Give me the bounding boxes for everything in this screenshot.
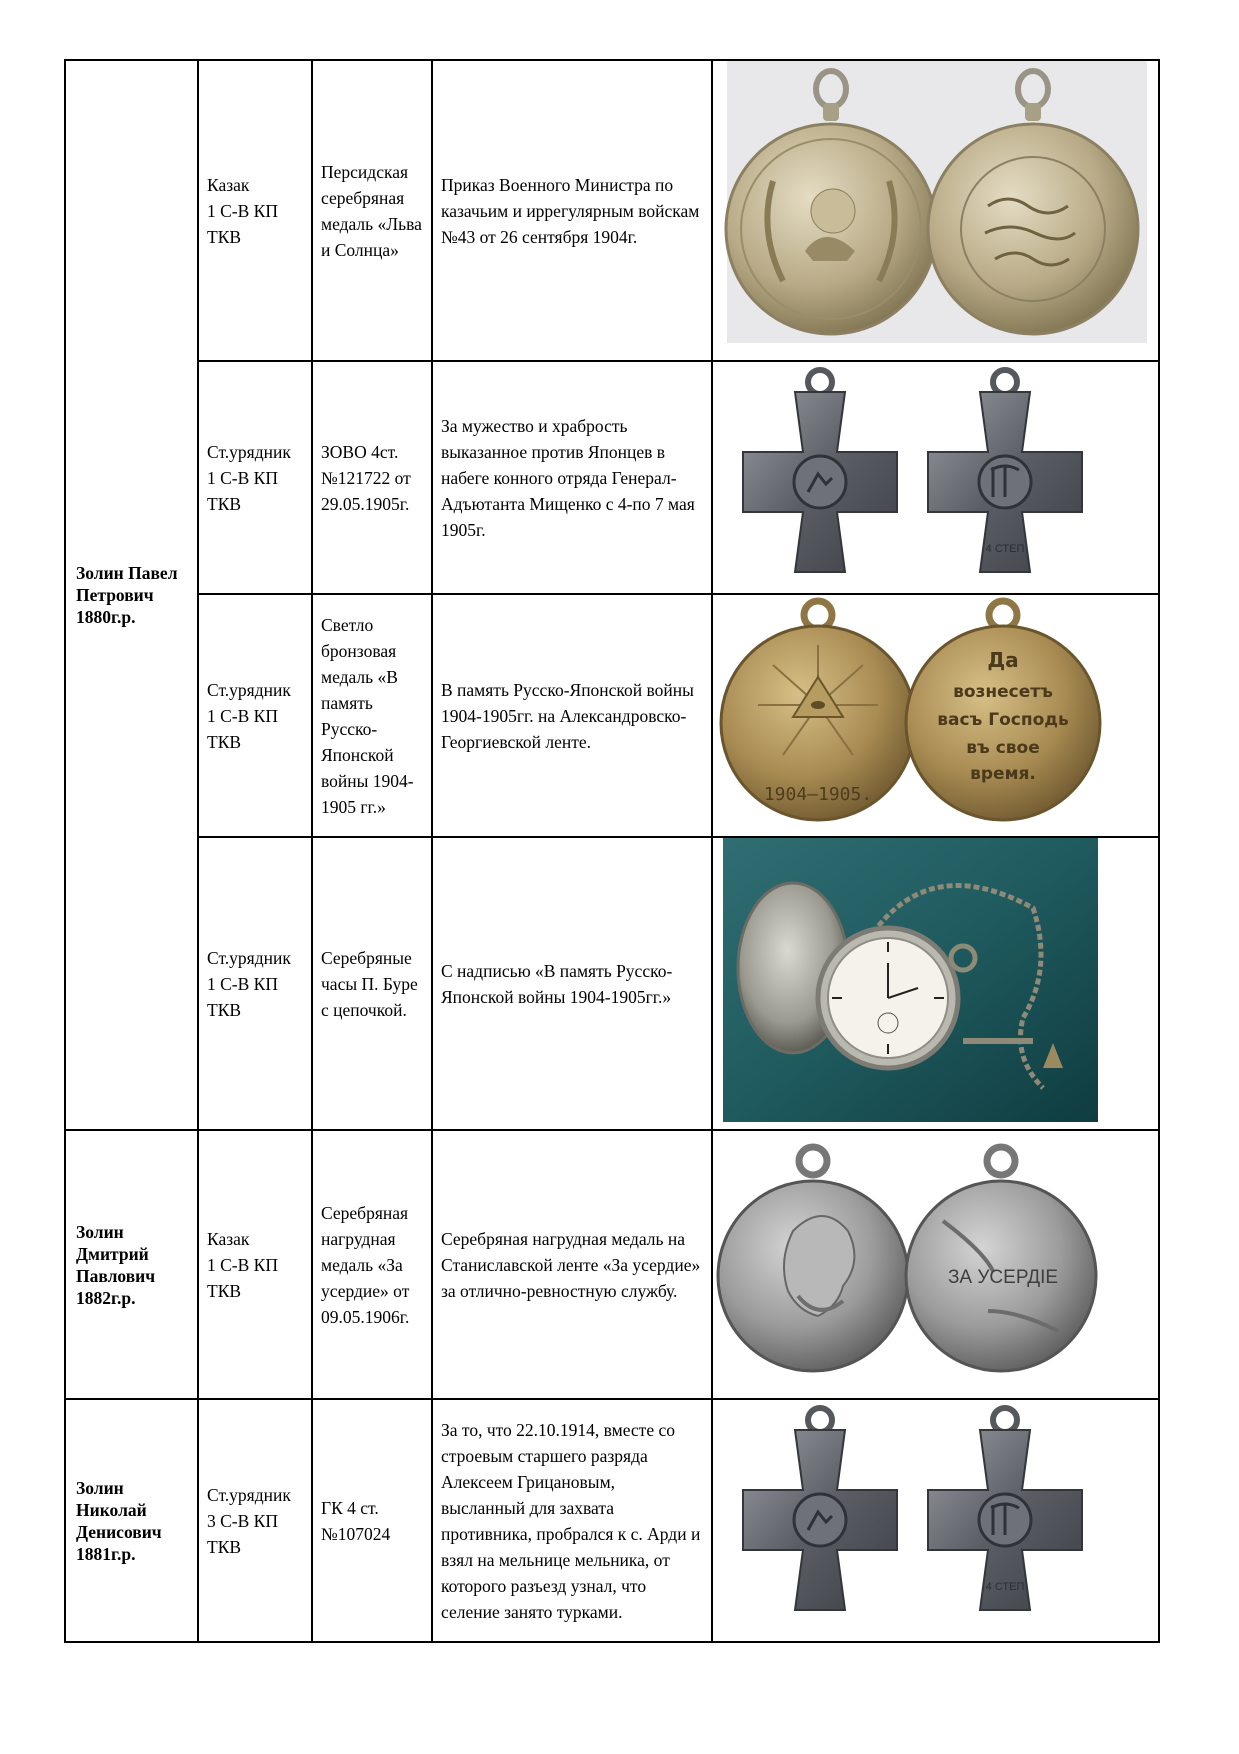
reason-text: За то, что 22.10.1914, вместе со строевым старшего разряда Алексеем Грицановым, высланный для захвата противника, пробрался к с. Арди и взял на мельнице мельника, от которого разъезд узнал, что селение занято турками.	[441, 1419, 701, 1622]
medal-inscription-line: время.	[970, 764, 1036, 784]
st-george-cross-image	[713, 362, 1159, 588]
person-name: Золин Николай Денисович 1881г.р.	[76, 1477, 162, 1564]
medal-years-text: 1904–1905.	[763, 784, 873, 805]
table-row	[65, 361, 1159, 594]
image-cell	[712, 1130, 1159, 1399]
reason-text: В память Русско-Японской войны 1904-1905гг. на Александровско-Георгиевской ленте.	[441, 679, 694, 752]
table-row	[65, 1399, 1159, 1642]
reason-cell	[432, 837, 712, 1130]
rank-text: Ст.урядник 1 С-В КП ТКВ	[207, 679, 291, 752]
rank-cell	[198, 60, 312, 361]
award-cell	[312, 594, 432, 837]
image-cell	[712, 837, 1159, 1130]
award-text: Светло бронзовая медаль «В память Русско-Японской войны 1904-1905 гг.»	[321, 614, 414, 817]
person-name-cell	[65, 1130, 198, 1399]
medal-inscription-text: ЗА УСЕРДІЕ	[947, 1267, 1059, 1288]
reason-text: За мужество и храбрость выказанное против Японцев в набеге конного отряда Генерал-Адъютанта Мищенко с 4-по 7 мая 1905г.	[441, 415, 695, 540]
zeal-medal-image	[713, 1131, 1159, 1393]
medal-inscription-line: вознесетъ	[953, 682, 1053, 702]
reason-cell	[432, 1130, 712, 1399]
table-row	[65, 60, 1159, 361]
image-cell	[712, 361, 1159, 594]
awards-table	[64, 59, 1160, 1643]
person-name: Золин Дмитрий Павлович 1882г.р.	[76, 1221, 156, 1308]
rank-text: Ст.урядник 1 С-В КП ТКВ	[207, 441, 291, 514]
reason-text: Приказ Военного Министра по казачьим и иррегулярным войскам №43 от 26 сентября 1904г.	[441, 174, 700, 247]
cross-degree-text: 4 СТЕП	[985, 543, 1025, 555]
award-text: ГК 4 ст. №107024	[321, 1497, 391, 1544]
award-cell	[312, 1399, 432, 1642]
reason-cell	[432, 594, 712, 837]
award-cell	[312, 361, 432, 594]
rank-text: Казак 1 С-В КП ТКВ	[207, 1228, 278, 1301]
person-name: Золин Павел Петрович 1880г.р.	[76, 563, 178, 627]
award-text: Персидская серебряная медаль «Льва и Солнца»	[321, 161, 422, 260]
award-text: Серебряные часы П. Буре с цепочкой.	[321, 947, 418, 1020]
medal-inscription-line: Да	[987, 648, 1019, 672]
medal-inscription-line: васъ Господь	[937, 710, 1069, 730]
st-george-cross-image-2	[713, 1400, 1159, 1636]
person-name-cell	[65, 60, 198, 1130]
reason-text: С надписью «В память Русско-Японской войны 1904-1905гг.»	[441, 960, 673, 1007]
persian-lion-sun-medal-image	[713, 61, 1159, 355]
rank-cell	[198, 594, 312, 837]
russo-japanese-war-medal-image	[713, 595, 1159, 831]
award-text: ЗОВО 4ст. №121722 от 29.05.1905г.	[321, 441, 411, 514]
image-cell	[712, 1399, 1159, 1642]
image-cell	[712, 60, 1159, 361]
table-row	[65, 837, 1159, 1130]
medal-inscription-line: въ свое	[966, 738, 1040, 758]
rank-cell	[198, 1130, 312, 1399]
rank-text: Ст.урядник 1 С-В КП ТКВ	[207, 947, 291, 1020]
person-name-cell	[65, 1399, 198, 1642]
award-cell	[312, 60, 432, 361]
rank-cell	[198, 837, 312, 1130]
silver-pocket-watch-image	[713, 838, 1159, 1124]
award-text: Серебряная нагрудная медаль «За усердие» от 09.05.1906г.	[321, 1202, 410, 1327]
rank-text: Казак 1 С-В КП ТКВ	[207, 174, 278, 247]
cross-degree-text: 4 СТЕП	[985, 1581, 1025, 1593]
reason-cell	[432, 361, 712, 594]
rank-cell	[198, 1399, 312, 1642]
award-cell	[312, 837, 432, 1130]
image-cell	[712, 594, 1159, 837]
reason-cell	[432, 60, 712, 361]
rank-cell	[198, 361, 312, 594]
rank-text: Ст.урядник 3 С-В КП ТКВ	[207, 1484, 291, 1557]
table-row	[65, 594, 1159, 837]
table-row	[65, 1130, 1159, 1399]
reason-text: Серебряная нагрудная медаль на Станиславской ленте «За усердие» за отлично-ревностную службу.	[441, 1228, 701, 1301]
reason-cell	[432, 1399, 712, 1642]
award-cell	[312, 1130, 432, 1399]
